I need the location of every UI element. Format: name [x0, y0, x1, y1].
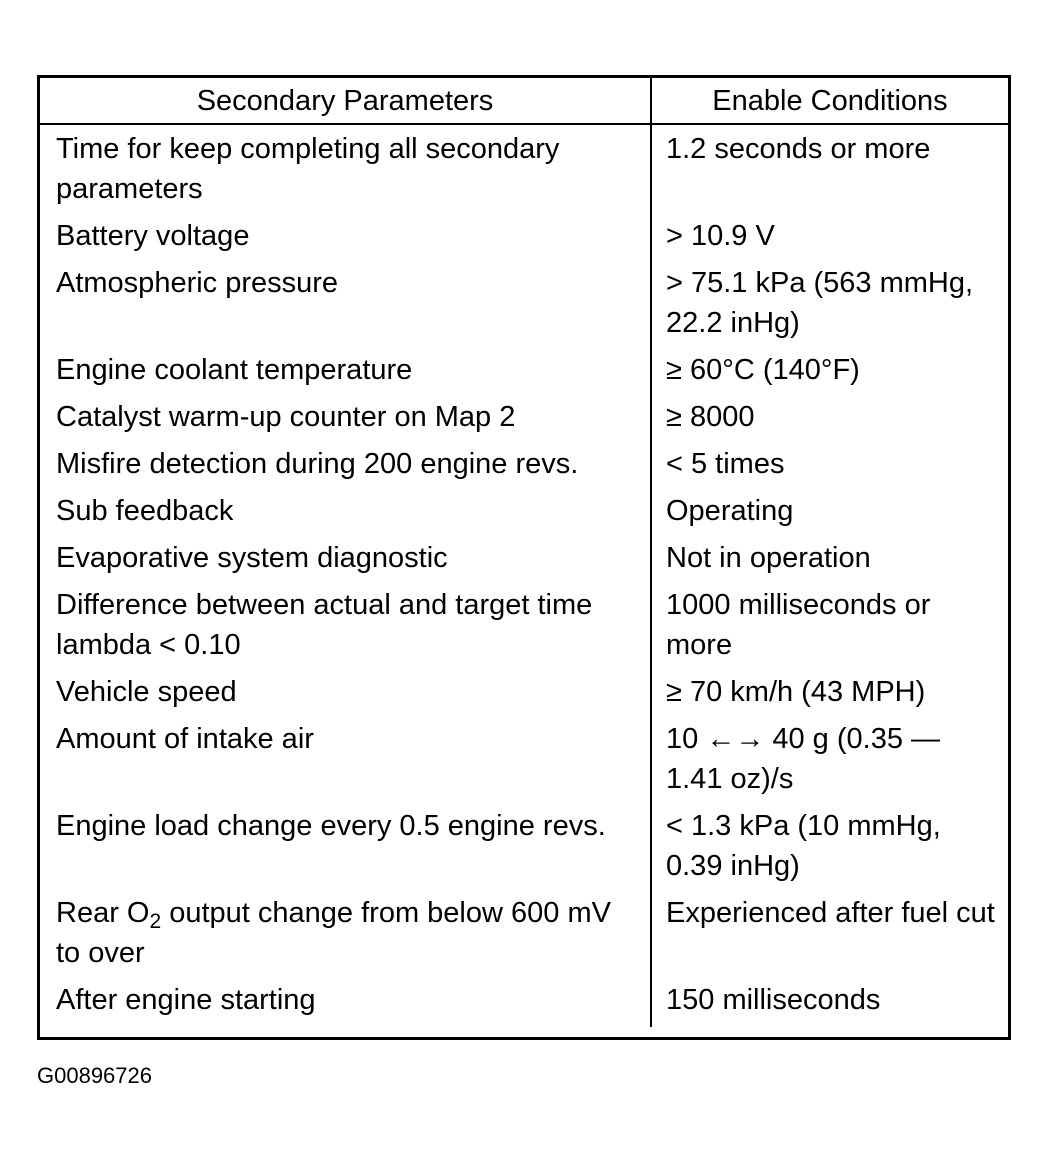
- table-row: [40, 980, 1008, 1027]
- enable-conditions-table: [40, 78, 1008, 1027]
- table-row: [40, 124, 1008, 216]
- condition-cell: 150 milliseconds: [666, 984, 881, 1016]
- condition-cell: 10 ←→ 40 g (0.35 — 1.41 oz)/s: [666, 723, 941, 795]
- table-row: [40, 806, 1008, 893]
- table-row: [40, 263, 1008, 350]
- condition-cell: ≥ 8000: [666, 401, 755, 433]
- condition-cell: > 10.9 V: [666, 220, 775, 252]
- condition-cell: < 5 times: [666, 448, 785, 480]
- condition-cell: 1000 milliseconds or more: [666, 589, 931, 661]
- parameter-cell: Vehicle speed: [40, 672, 651, 719]
- parameter-cell: Sub feedback: [40, 491, 651, 538]
- table-row: [40, 719, 1008, 806]
- parameter-cell: Atmospheric pressure: [40, 263, 651, 350]
- table-row: [40, 672, 1008, 719]
- condition-cell: < 1.3 kPa (10 mmHg, 0.39 inHg): [666, 810, 941, 882]
- parameter-cell: Catalyst warm-up counter on Map 2: [40, 397, 651, 444]
- table-row: [40, 538, 1008, 585]
- column-header-secondary-parameters: Secondary Parameters: [40, 78, 651, 124]
- parameter-cell: [40, 893, 651, 980]
- parameter-cell: Engine coolant temperature: [40, 350, 651, 397]
- table-row: [40, 216, 1008, 263]
- condition-cell: ≥ 60°C (140°F): [666, 354, 860, 386]
- parameter-cell: Time for keep completing all secondary parameters: [40, 124, 651, 216]
- parameter-cell: Evaporative system diagnostic: [40, 538, 651, 585]
- parameter-cell: Amount of intake air: [40, 719, 651, 806]
- table-row: [40, 585, 1008, 672]
- figure-id: G00896726: [37, 1063, 152, 1088]
- parameter-cell: Engine load change every 0.5 engine revs.: [40, 806, 651, 893]
- condition-cell: Operating: [666, 495, 794, 527]
- table-row: [40, 893, 1008, 980]
- condition-cell: ≥ 70 km/h (43 MPH): [666, 676, 926, 708]
- condition-cell: 1.2 seconds or more: [666, 133, 931, 165]
- parameter-text-prefix: Rear O: [56, 897, 150, 929]
- condition-cell: Experienced after fuel cut: [666, 897, 995, 929]
- condition-cell: > 75.1 kPa (563 mmHg, 22.2 inHg): [666, 267, 974, 339]
- table-row: [40, 491, 1008, 538]
- table-row: [40, 444, 1008, 491]
- table-row: [40, 350, 1008, 397]
- table-header-row: [40, 78, 1008, 124]
- subscript-2: 2: [149, 910, 162, 933]
- table-row: [40, 397, 1008, 444]
- parameter-cell: Misfire detection during 200 engine revs.: [40, 444, 651, 491]
- parameter-cell: After engine starting: [40, 980, 651, 1027]
- condition-cell: Not in operation: [666, 542, 871, 574]
- parameter-cell: Difference between actual and target time lambda < 0.10: [40, 585, 651, 672]
- column-header-enable-conditions: Enable Conditions: [651, 78, 1008, 124]
- parameter-text-suffix: output change from below 600 mV to over: [56, 897, 611, 969]
- parameters-table-frame: [37, 75, 1011, 1040]
- parameter-cell: Battery voltage: [40, 216, 651, 263]
